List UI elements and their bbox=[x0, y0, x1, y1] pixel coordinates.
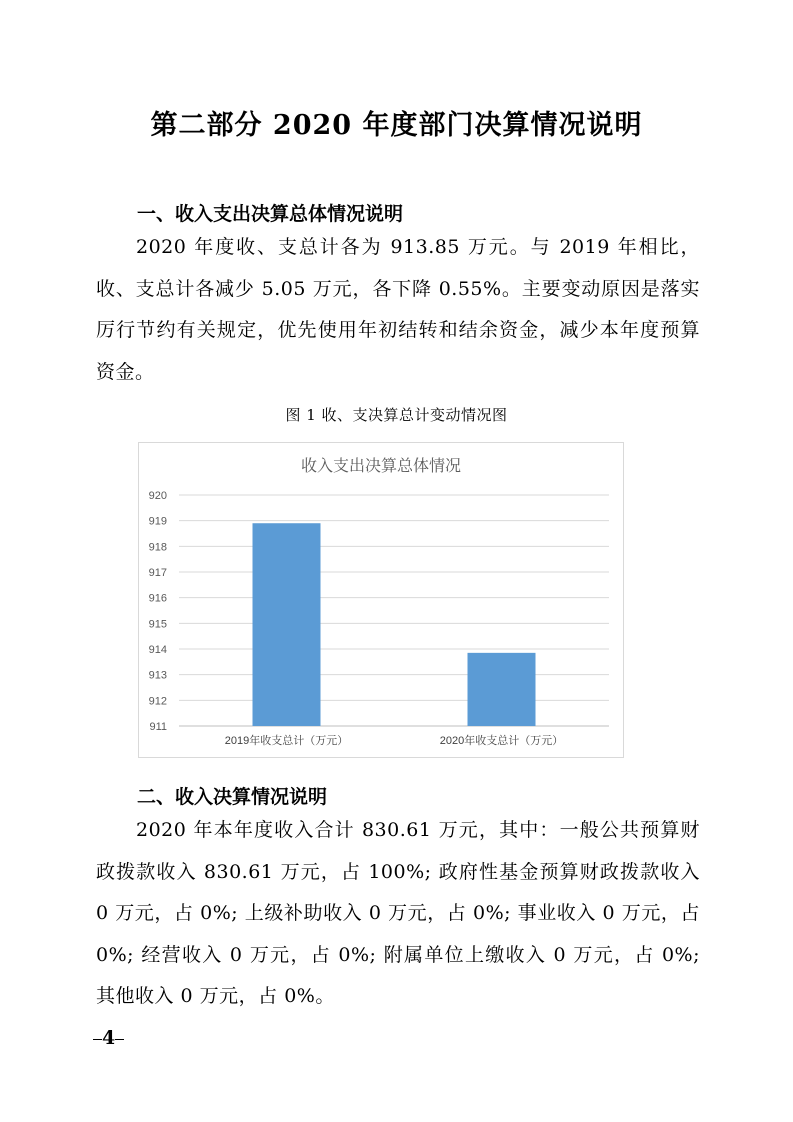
page-number-dash-right bbox=[115, 1039, 124, 1040]
y-tick-label: 918 bbox=[148, 541, 167, 554]
bar-1 bbox=[253, 523, 321, 726]
x-category-label: 2019年收支总计（万元） bbox=[224, 735, 349, 747]
y-tick-label: 920 bbox=[148, 490, 167, 502]
page-number-value: 4 bbox=[102, 1027, 116, 1049]
x-category-label: 2020年收支总计（万元） bbox=[439, 735, 564, 747]
figure-caption: 图 1 收、支决算总计变动情况图 bbox=[285, 406, 508, 424]
y-tick-label: 912 bbox=[148, 695, 167, 708]
y-tick-label: 916 bbox=[148, 592, 167, 605]
y-tick-label: 914 bbox=[148, 644, 167, 656]
chart-container bbox=[138, 442, 624, 758]
y-tick-label: 915 bbox=[148, 618, 167, 631]
page-number bbox=[93, 1027, 124, 1049]
y-tick-label: 917 bbox=[148, 567, 167, 579]
section-heading-income: 二、收入决算情况说明 bbox=[137, 786, 328, 808]
chart-title: 收入支出决算总体情况 bbox=[300, 458, 462, 475]
y-tick-label: 913 bbox=[148, 669, 167, 682]
overview-paragraph: 2020 年度收、支总计各为 913.85 万元。与 2019 年相比，收、支总计各减少 5.05 万元，各下降 0.55%。主要变动原因是落实厉行节约有关规定，优先使用年初结转和结余资金，减少本年度预算资金。 bbox=[96, 236, 700, 383]
page-title: 第二部分 2020 年度部门决算情况说明 bbox=[150, 110, 643, 141]
bar-2 bbox=[468, 653, 536, 726]
section-heading-income-expense-overview: 一、收入支出决算总体情况说明 bbox=[137, 203, 404, 225]
bar-chart bbox=[139, 443, 623, 757]
page-number-dash-left bbox=[93, 1039, 102, 1040]
income-paragraph: 2020 年本年度收入合计 830.61 万元，其中：一般公共预算财政拨款收入 830.61 万元，占 100%; 政府性基金预算财政拨款收入 0 万元，占 0%; 上级补助收入 0 万元，占 0%; 事业收入 0 万元，占 0%; 经营收入 0 万元，占 0%; 附属单位上缴收入 0 万元，占 0%; 其他收入 0 万元，占 0%。 bbox=[96, 819, 700, 1007]
y-tick-label: 911 bbox=[149, 721, 167, 733]
y-tick-label: 919 bbox=[148, 515, 167, 528]
